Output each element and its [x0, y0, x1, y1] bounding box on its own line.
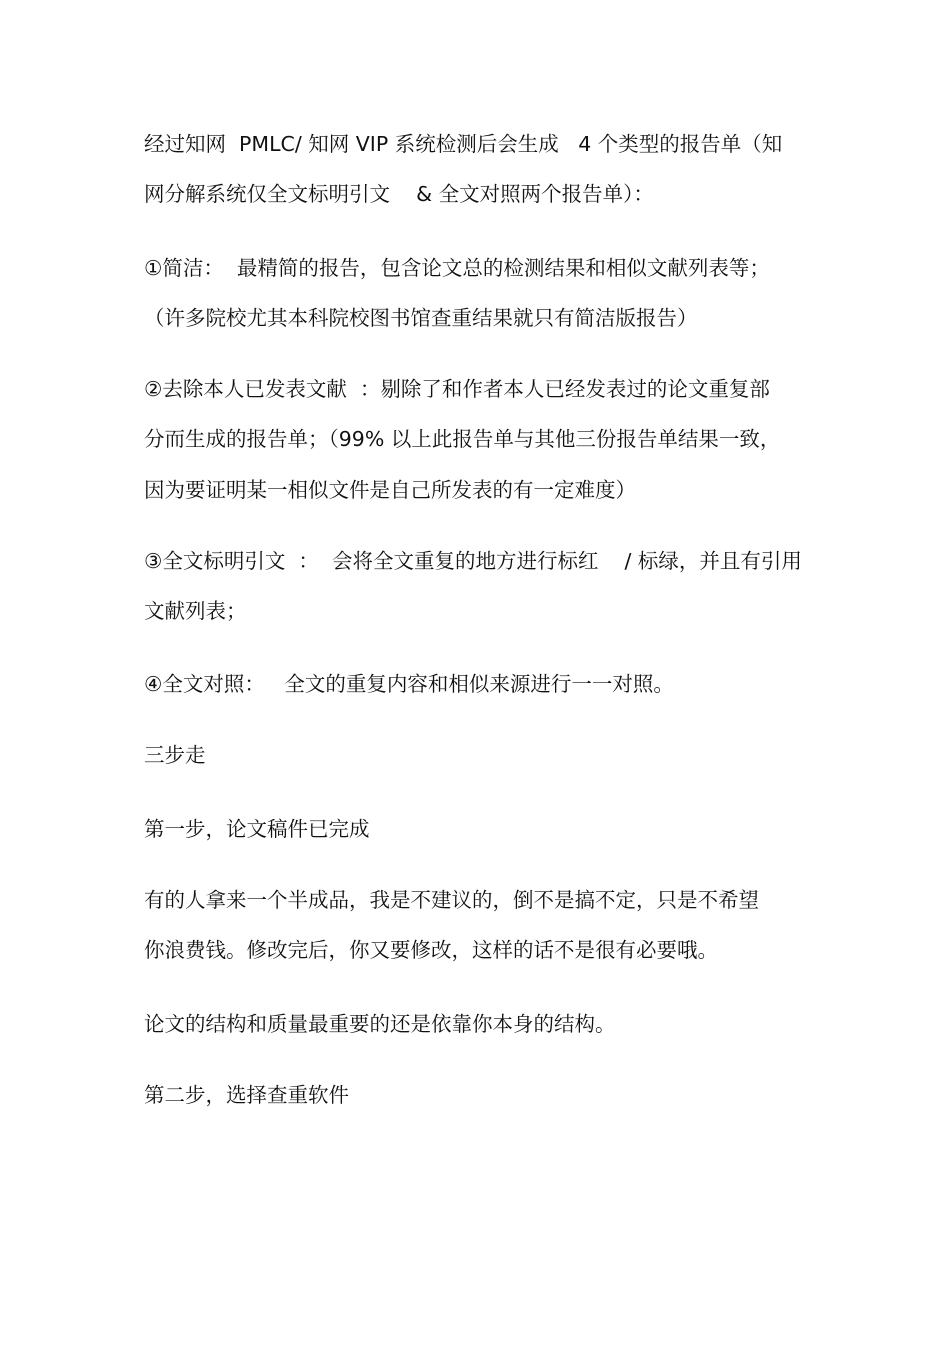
step-2-heading: 第二步，选择查重软件	[144, 1083, 349, 1107]
step-1-heading: 第一步，论文稿件已完成	[144, 817, 370, 841]
item-2-line-1: ②去除本人已发表文献 ：剔除了和作者本人已经发表过的论文重复部	[144, 377, 770, 401]
step-1-paragraph-2: 论文的结构和质量最重要的还是依靠你本身的结构。	[144, 1012, 616, 1036]
intro-line-2: 网分解系统仅全文标明引文 & 全文对照两个报告单）：	[144, 182, 654, 206]
item-2-line-2: 分而生成的报告单；（99% 以上此报告单与其他三份报告单结果一致，	[144, 427, 781, 451]
item-1-line-2: （许多院校尤其本科院校图书馆查重结果就只有简洁版报告）	[144, 306, 698, 330]
item-2-line-3: 因为要证明某一相似文件是自己所发表的有一定难度）	[144, 478, 636, 502]
intro-line-1: 经过知网 PMLC/ 知网 VIP 系统检测后会生成 4 个类型的报告单（知	[144, 132, 783, 156]
section-heading: 三步走	[144, 743, 206, 767]
step-1-paragraph-line-1: 有的人拿来一个半成品，我是不建议的，倒不是搞不定，只是不希望	[144, 888, 759, 912]
item-3-line-2: 文献列表；	[144, 599, 247, 623]
item-1-line-1: ①简洁： 最精简的报告，包含论文总的检测结果和相似文献列表等；	[144, 256, 770, 280]
step-1-paragraph-line-2: 你浪费钱。修改完后，你又要修改，这样的话不是很有必要哦。	[144, 938, 718, 962]
item-4-line-1: ④全文对照： 全文的重复内容和相似来源进行一一对照。	[144, 672, 674, 696]
item-3-line-1: ③全文标明引文 ： 会将全文重复的地方进行标红 / 标绿，并且有引用	[144, 549, 802, 573]
